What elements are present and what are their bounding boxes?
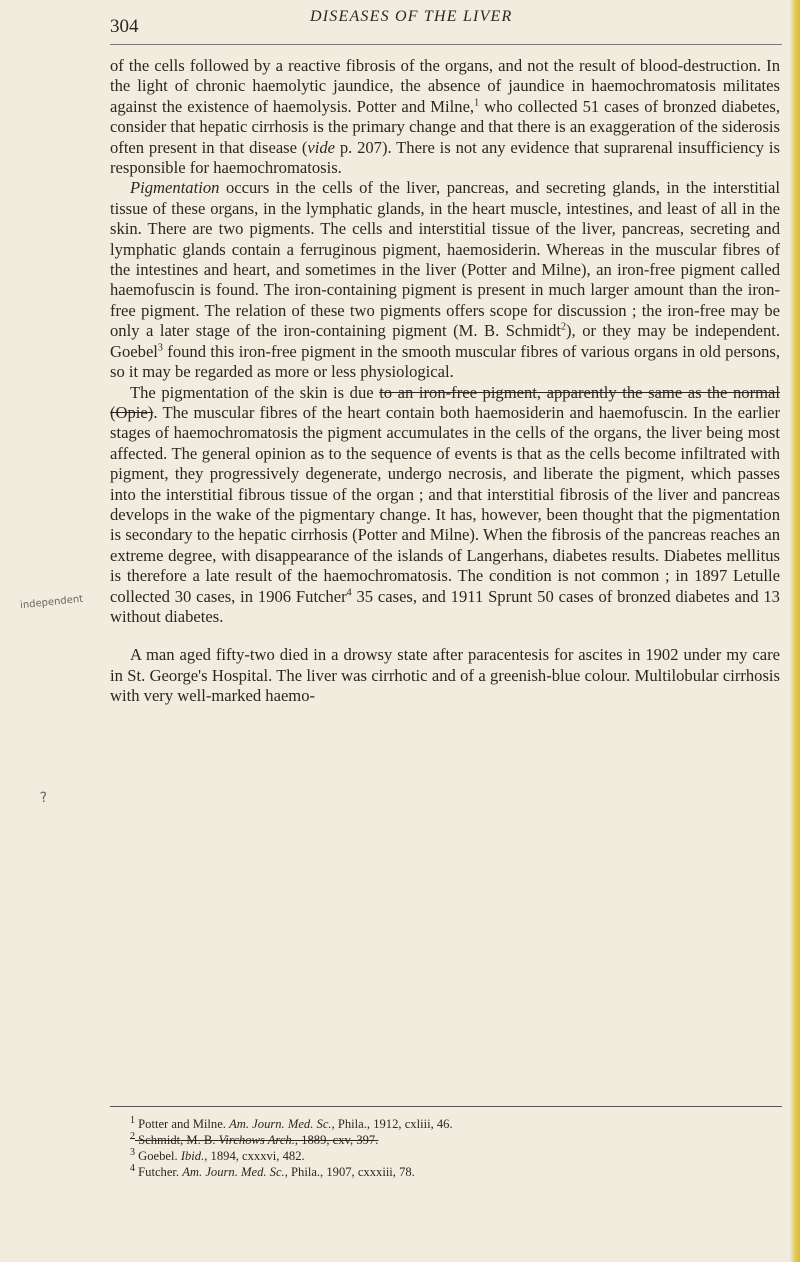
footnote-rule <box>110 1106 782 1107</box>
header-rule <box>110 44 782 45</box>
footnote-ref-3: 3 <box>157 342 163 354</box>
margin-note-query: ? <box>39 789 49 807</box>
page-header <box>110 8 760 44</box>
footnote-2: $^2$ Schmidt, M. B. Virchows Arch., 1889, cxv, 397. <box>130 1130 379 1147</box>
main-text <box>110 56 780 707</box>
margin-note-independent: independent <box>19 593 84 612</box>
paragraph-case: A man aged fifty-two died in a drowsy state after paracentesis for ascites in 1902 under my care in St. George's Hospital. The liver was cirrhotic and of a greenish-blue colour. Multilobular cirrhosis with very well-marked haemo- <box>110 645 780 706</box>
footnote-ref-2: 2 <box>561 321 567 333</box>
running-head: DISEASES OF THE LIVER <box>310 8 513 25</box>
footnote-4: $^4$ Futcher. Am. Journ. Med. Sc., Phila., 1907, cxxxiii, 78. <box>130 1162 415 1179</box>
paragraph-skin-pigmentation: The pigmentation of the skin is due to an iron-free pigment, apparently the same as the normal (Opie). The muscular fibres of the heart contain both haemosiderin and haemofuscin. In the earlier stages of haemochromatosis the pigment accumulates in the cells of the organs, the liver being most affected. The general opinion as to the sequence of events is that as the cells become infiltrated with pigment, they progressively degenerate, undergo necrosis, and liberate the pigment, which passes into the interstitial fibrous tissue of the organ ; and that interstitial fibrosis of the liver and pancreas develops in the wake of the pigmentary change. It has, however, been thought that the pigmentation is secondary to the hepatic cirrhosis (Potter and Milne). When the fibrosis of the pancreas reaches an extreme degree, with disappearance of the islands of Langerhans, diabetes results. Diabetes mellitus is therefore a late result of the haemochromatosis. The condition is not common ; in 1897 Letulle collected 30 cases, in 1906 Futcher$^4$ 35 cases, and 1911 Sprunt 50 cases of bronzed diabetes and 13 without diabetes. <box>110 382 781 626</box>
footnotes <box>130 1116 770 1180</box>
struck-text: to an iron-free pigment, apparently the same as the normal (Opie) <box>110 382 781 422</box>
page-edge <box>790 0 800 1262</box>
footnote-ref-4: 4 <box>346 587 352 599</box>
page-number: 304 <box>110 16 139 37</box>
section-term: Pigmentation <box>130 178 220 198</box>
paragraph-1: of the cells followed by a reactive fibrosis of the organs, and not the result of blood-destruction. In the light of chronic haemolytic jaundice, the absence of jaundice in haemochromatosis militates against the existence of haemolysis. Potter and Milne,$^1$ who collected 51 cases of bronzed diabetes, consider that hepatic cirrhosis is the primary change and that there is an exaggeration of the siderosis often present in that disease (vide p. 207). There is not any evidence that suprarenal insufficiency is responsible for haemochromatosis. <box>110 56 781 178</box>
paragraph-pigmentation: Pigmentation occurs in the cells of the liver, pancreas, and secreting glands, in the interstitial tissue of these organs, in the lymphatic glands, in the heart muscle, intestines, and least of all in the skin. There are two pigments. The cells and interstitial tissue of the liver, pancreas, secreting and lymphatic glands contain a ferruginous pigment, haemosiderin. Whereas in the muscular fibres of the intestines and heart, and sometimes in the liver (Potter and Milne), an iron-free pigment called haemofuscin is found. The iron-containing pigment is present in much larger amount than the iron-free pigment. The relation of these two pigments offers scope for discussion ; the iron-free may be only a later stage of the iron-containing pigment (M. B. Schmidt$^2$), or they may be independent. Goebel$^3$ found this iron-free pigment in the smooth muscular fibres of various organs in old persons, so it may be regarded as more or less physiological. <box>110 178 780 382</box>
footnote-3: $^3$ Goebel. Ibid., 1894, cxxxvi, 482. <box>130 1146 305 1163</box>
footnote-ref-1: 1 <box>474 97 480 109</box>
footnote-1: $^1$ Potter and Milne. Am. Journ. Med. Sc., Phila., 1912, cxliii, 46. <box>130 1114 453 1131</box>
